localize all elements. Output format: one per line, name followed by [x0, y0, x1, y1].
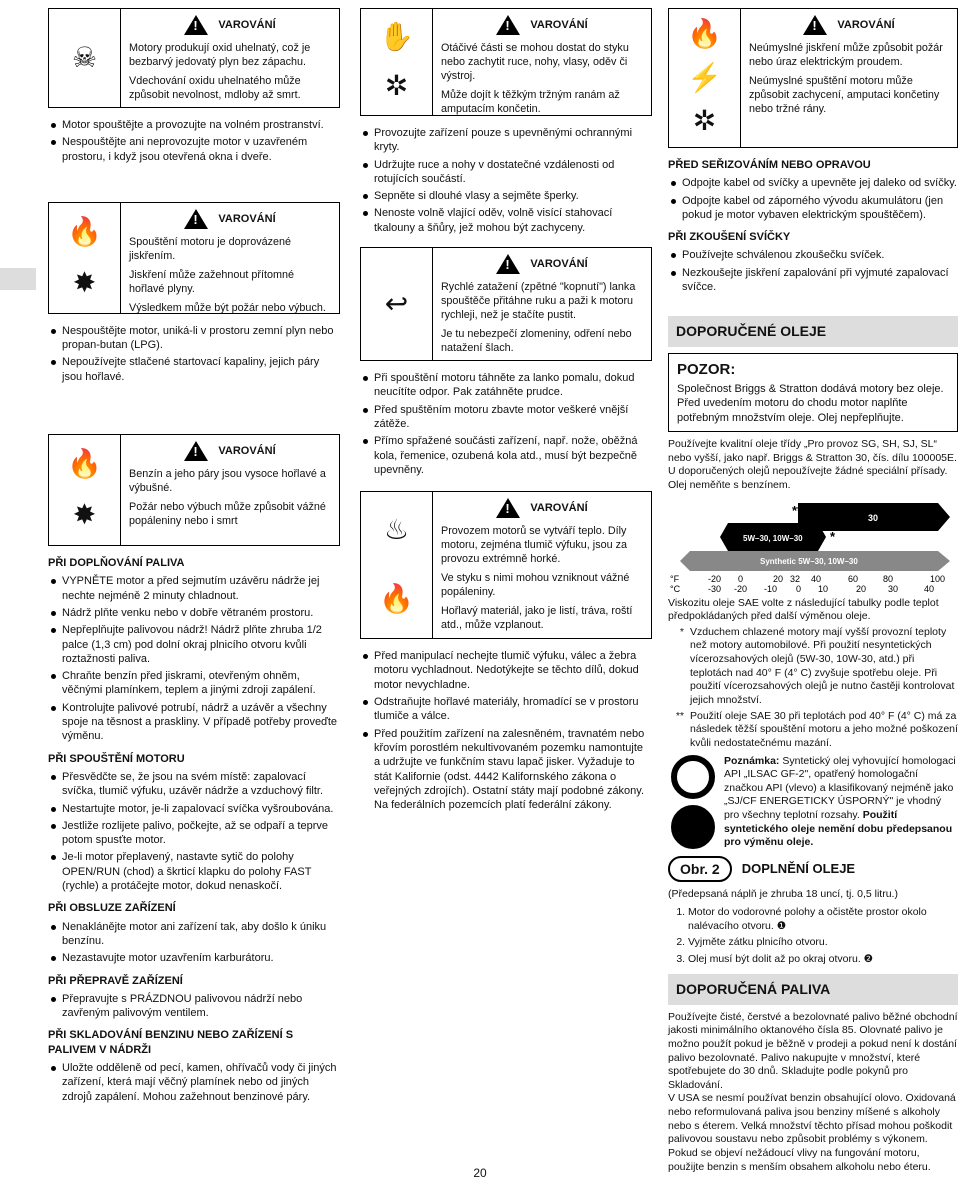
- warning-text: Neúmyslné spuštění motoru může způsobit zachycení, amputaci končetiny nebo tržné rány.: [749, 75, 940, 116]
- note-single-star: * Vzduchem chlazené motory mají vyšší provozní teploty než motory automobilové. Při použití nesyntetických vícerozsahových olejů (5W-30, 10W-30, atd.) při teplotách nad 40° F (4° C) zvyšuje spotřebu oleje. Při použití vícerozsahových olejů je nutno častěji kontrolovat jejich množství.: [679, 625, 955, 706]
- c-tick-labels: [708, 584, 934, 593]
- list-item: Odstraňujte hořlavé materiály, hromadící se v prostoru tlumiče a válce.: [360, 695, 652, 724]
- f-tick-label: 60: [848, 573, 859, 584]
- bullet-list: [48, 920, 340, 966]
- warning-triangle-icon: [496, 254, 520, 274]
- list-item: Nepoužívejte stlačené startovací kapaliny, jejich páry jsou hořlavé.: [48, 355, 340, 384]
- warning-text: Benzín a jeho páry jsou vysoce hořlavé a výbušné.: [129, 468, 326, 495]
- page-number: 20: [473, 1166, 487, 1180]
- f-tick-label: 0: [738, 573, 744, 584]
- c-tick-label: 40: [924, 583, 935, 593]
- list-item: Přímo spřažené součásti zařízení, např. nože, oběžná kola, řemenice, ozubená kola atd., musí být bezpečně upevněny.: [360, 434, 652, 477]
- fuel-text: Používejte čisté, čerstvé a bezolovnaté palivo běžné obchodní jakosti minimálního oktanového čísla 85. Olovnaté palivo je možno použít pokud je běžně v prodeji a pokud není k dostání palivo bezolovnaté. Palivo nakupujte v množství, které spotřebujete do 30 dnů. Skladujte podle pokynů pro Skladování.: [668, 1010, 958, 1091]
- caution-box: [668, 353, 958, 432]
- warning-text: Požár nebo výbuch může způsobit vážné popáleniny nebo i smrt: [129, 501, 326, 528]
- list-item: Nespouštějte motor, uniká-li v prostoru zemní plyn nebo propan-butan (LPG).: [48, 324, 340, 353]
- column-1: [48, 8, 340, 1112]
- c-tick-label: 30: [888, 583, 899, 593]
- list-item: Odpojte kabel od svíčky a upevněte jej daleko od svíčky.: [668, 176, 958, 190]
- api-service-symbol: [668, 755, 718, 850]
- section-heading: PŘI ZKOUŠENÍ SVÍČKY: [668, 231, 791, 244]
- column-3: [668, 8, 958, 1174]
- shock-icon: ⚡: [687, 61, 722, 93]
- list-item: Sepněte si dlouhé vlasy a sejměte šperky.: [360, 189, 652, 203]
- f-unit-label: °F: [670, 573, 680, 584]
- warning-box-co: [48, 8, 340, 108]
- refill-intro: (Předepsaná náplň je zhruba 18 uncí, tj. 0,5 litru.): [668, 888, 898, 901]
- warning-box-spark: 🔥 ✸ ! VAROVÁNÍ Spouštění motoru je doprovázené jiskřením. Jiskření může zažehnout přítomné hořlavé plyny. Výsledkem může být požár nebo výbuch.: [48, 202, 340, 314]
- warning-icons: [49, 9, 121, 107]
- warning-text: Je tu nebezpečí zlomeniny, odření nebo natažení šlach.: [441, 328, 632, 355]
- list-item: Přepravujte s PRÁZDNOU palivovou nádrží nebo zavřeným palivovým ventilem.: [48, 992, 340, 1021]
- warning-box-kickback: ↩ ! VAROVÁNÍ Rychlé zatažení (zpětné "kopnutí") lanka spouštěče přitáhne ruku a paži k motoru rychleji, než je stačíte pustit. Je tu nebezpečí zlomeniny, odření nebo natažení šlach.: [360, 247, 652, 361]
- bullet-list: [360, 649, 652, 812]
- list-item: Odpojte kabel od záporného vývodu akumulátoru (jen pokud je motor vybaven elektrickým spouštěčem).: [668, 194, 958, 223]
- list-item: Uložte odděleně od pecí, kamen, ohřívačů vody či jiných zařízení, která mají věčný plamínek nebo od jiných zdrojů zapálení. Mohou zažehnout benzinové páry.: [48, 1061, 340, 1104]
- list-item: Před spuštěním motoru zbavte motor veškeré vnější zátěže.: [360, 403, 652, 432]
- warning-text: Ve styku s nimi mohou vzniknout vážné popáleniny.: [441, 572, 630, 599]
- list-item: Nenoste volně vlající oděv, volně visící stahovací tkalouny a šňůry, jež mohou být zachyceny.: [360, 206, 652, 235]
- f-tick-label: 40: [811, 573, 822, 584]
- fire-icon: 🔥: [687, 18, 722, 50]
- rotating-parts-icon: ✲: [692, 105, 717, 137]
- figure-badge: Obr. 2: [668, 856, 732, 882]
- column-2: [360, 8, 652, 820]
- section-heading: PŘI OBSLUZE ZAŘÍZENÍ: [48, 902, 176, 915]
- section-heading: PŘED SEŘIZOVÁNÍM NEBO OPRAVOU: [668, 159, 871, 171]
- list-item: Jestliže rozlijete palivo, počkejte, až se odpaří a teprve potom spusťte motor.: [48, 819, 340, 848]
- list-item: Nezastavujte motor uzavřením karburátoru.: [48, 951, 340, 965]
- c-unit-label: °C: [670, 583, 681, 593]
- warning-box-fuel: 🔥 ✸ ! VAROVÁNÍ Benzín a jeho páry jsou vysoce hořlavé a výbušné. Požár nebo výbuch může způsobit vážné popáleniny nebo i smrt: [48, 434, 340, 546]
- f-tick-label: -20: [708, 573, 722, 584]
- bar-sae30-label: 30: [868, 512, 879, 523]
- warning-text: Neúmyslné jiskření může způsobit požár nebo úraz elektrickým proudem.: [749, 42, 943, 69]
- section-heading: PŘI DOPLŇOVÁNÍ PALIVA: [48, 557, 185, 570]
- list-item: Nepřeplňujte palivovou nádrž! Nádrž plňte zhruba 1/2 palce (1,3 cm) pod dolní okraj plnicího otvoru kvůli roztažnosti paliva.: [48, 623, 340, 666]
- warning-header: ! VAROVÁNÍ: [129, 15, 331, 35]
- list-item: Při spouštění motoru táhněte za lanko pomalu, dokud neucítíte odpor. Pak zatáhněte prudce.: [360, 371, 652, 400]
- section-heading: DOPLNĚNÍ OLEJE: [741, 860, 856, 876]
- list-item: Chraňte benzín před jiskrami, otevřeným ohněm, věčnými plamínkem, teplem a jinými zdroji zapálení.: [48, 669, 340, 698]
- list-item: Kontrolujte palivové potrubí, nádrž a uzávěr a všechny spoje na těsnost a praskliny. V případě potřeby proveďte výměnu.: [48, 701, 340, 744]
- warning-triangle-icon: [496, 498, 520, 518]
- warning-triangle-icon: [184, 209, 208, 229]
- list-item: 2. Vyjměte zátku plnicího otvoru.: [688, 936, 958, 950]
- list-item: Používejte schválenou zkoušečku svíček.: [668, 248, 958, 262]
- list-item: Nádrž plňte venku nebo v dobře větraném prostoru.: [48, 606, 340, 620]
- list-item: Motor spouštějte a provozujte na volném prostranství.: [48, 118, 340, 132]
- f-tick-labels: [708, 574, 945, 584]
- list-item: Nenaklánějte motor ani zařízení tak, aby došlo k úniku benzínu.: [48, 920, 340, 949]
- caution-title: POZOR:: [677, 360, 736, 378]
- warning-text: Jiskření může zažehnout přítomné hořlavé plyny.: [129, 268, 295, 295]
- list-item: Nezkoušejte jiskření zapalování při vyjmuté zapalovací svíčce.: [668, 266, 958, 295]
- warning-text: Vdechování oxidu uhelnatého může způsobit nevolnost, mdloby až smrt.: [129, 75, 301, 102]
- bullet-list: [48, 324, 340, 384]
- caution-text: Společnost Briggs & Stratton dodává motory bez oleje. Před uvedením motoru do chodu motor naplňte potřebným množstvím oleje. Olej nepřeplňujte.: [677, 383, 944, 424]
- c-tick-label: 10: [818, 583, 829, 593]
- fire-icon: 🔥: [67, 448, 102, 480]
- warning-triangle-icon: [803, 15, 827, 35]
- viscosity-chart-svg: [668, 497, 954, 593]
- list-item: Přesvědčte se, že jsou na svém místě: zapalovací svíčka, tlumič výfuku, uzávěr nádrže a vzduchový filtr.: [48, 770, 340, 799]
- warning-box-rotating: ✋ ✲ ! VAROVÁNÍ Otáčivé části se mohou dostat do styku nebo zachytit ruce, nohy, vlasy, oděv či výstroj. Může dojít k těžkým tržným ranám až amputacím končetin.: [360, 8, 652, 116]
- list-item: 3. Olej musí být dolit až po okraj otvoru. ❷: [688, 953, 958, 967]
- api-donut-logo: [671, 755, 715, 799]
- bullet-list: [668, 248, 958, 294]
- warning-text: Motory produkují oxid uhelnatý, což je bezbarvý jedovatý plyn bez zápachu.: [129, 42, 311, 69]
- bullet-list: [360, 371, 652, 477]
- fuel-text: V USA se nesmí používat benzin obsahující olovo. Oxidovaná nebo reformulovaná paliva jsou benziny míšené s alkoholy nebo s éterem. Velká množství těchto přísad mohou poškodit palivovou soustavu nebo způsobit problémy s výkonem. Pokud se objeví nežádoucí vlivy na fungování motoru, použijte benzin s menším obsahem alkoholu nebo éteru.: [668, 1092, 956, 1173]
- section-heading-grey: DOPORUČENÁ PALIVA: [668, 974, 958, 1004]
- kickback-icon: ↩: [384, 287, 409, 319]
- section-heading: PŘI PŘEPRAVĚ ZAŘÍZENÍ: [48, 974, 183, 987]
- api-starburst-logo: [671, 805, 715, 849]
- bullet-list: [668, 176, 958, 222]
- warning-triangle-icon: [184, 441, 208, 461]
- bullet-list: [360, 126, 652, 235]
- refill-header: [668, 856, 958, 882]
- list-item: Nespouštějte ani neprovozujte motor v uzavřeném prostoru, i když jsou otevřená okna i dveře.: [48, 135, 340, 164]
- rotating-parts-icon: ✲: [384, 70, 409, 102]
- hand-entanglement-icon: ✋: [379, 21, 414, 53]
- bullet-list: [48, 1061, 340, 1104]
- c-tick-label: 0: [796, 583, 802, 593]
- bullet-list: [48, 118, 340, 164]
- bullet-list: [48, 992, 340, 1021]
- c-tick-label: 20: [856, 583, 867, 593]
- refill-steps: [688, 906, 958, 967]
- warning-text: Rychlé zatažení (zpětné "kopnutí") lanka spouštěče přitáhne ruku a paži k motoru rychleji, než je stačíte pustit.: [441, 281, 636, 322]
- oil-text: Používejte kvalitní oleje třídy „Pro provoz SG, SH, SJ, SL“ nebo vyšší, jako např. Briggs & Stratton 30, čís. dílu 100005E. U doporučených olejů nepoužívejte žádné speciální přísady. Olej neměňte s benzínem.: [668, 437, 957, 491]
- list-item: VYPNĚTE motor a před sejmutím uzávěru nádrže jej nechte nejméně 2 minuty chladnout.: [48, 574, 340, 603]
- viscosity-text: Viskozitu oleje SAE volte z následující tabulky podle teplot předpokládaných před další výměnou oleje.: [668, 596, 939, 623]
- warning-triangle-icon: [496, 15, 520, 35]
- list-item: Před použitím zařízení na zalesněném, travnatém nebo křovím porostlém nekultivovaném pozemku namontujte a udržujte ve funkčním stavu lapač jisker. Vyžaduje to stát Kalifornie (odst. 4442 Kalifornského zákona o veřejných zdrojích). Ostatní státy mají podobné zákony. Na federálních pozemcích platí federální zákony.: [360, 727, 652, 813]
- f-tick-label: 32: [790, 573, 801, 584]
- c-tick-label: -20: [734, 583, 748, 593]
- list-item: Nestartujte motor, je-li zapalovací svíčka vyšroubována.: [48, 802, 340, 816]
- list-item: Před manipulací nechejte tlumič výfuku, válec a žebra motoru vychladnout. Nedotýkejte se těchto dílů, dokud motor nevychladne.: [360, 649, 652, 692]
- warning-text: Spouštění motoru je doprovázené jiskřením.: [129, 235, 292, 262]
- warning-box-electric: 🔥 ⚡ ✲ ! VAROVÁNÍ Neúmyslné jiskření může způsobit požár nebo úraz elektrickým proudem. Neúmyslné spuštění motoru může způsobit zachycení, amputaci končetiny nebo tržné rány.: [668, 8, 958, 148]
- c-tick-label: -30: [708, 583, 722, 593]
- bullet-list: [48, 770, 340, 893]
- section-heading: PŘI SKLADOVÁNÍ BENZINU NEBO ZAŘÍZENÍ S PALIVEM V NÁDRŽI: [48, 1029, 294, 1056]
- list-item: Udržujte ruce a nohy v dostatečné vzdálenosti od rotujících součástí.: [360, 158, 652, 187]
- star1-label: *: [830, 528, 836, 544]
- star2-label: **: [792, 502, 803, 518]
- poison-gas-icon: ☠: [71, 41, 98, 73]
- section-heading: PŘI SPOUŠTĚNÍ MOTORU: [48, 752, 185, 765]
- warning-text: Otáčivé části se mohou dostat do styku nebo zachytit ruce, nohy, vlasy, oděv či výstroj.: [441, 42, 629, 83]
- hot-surface-icon: ♨: [383, 514, 410, 546]
- warning-box-heat: ♨ 🔥 ! VAROVÁNÍ Provozem motorů se vytváří teplo. Díly motoru, zejména tlumič výfuku, jsou za provozu extrémně horké. Ve styku s nimi mohou vzniknout vážné popáleniny. Hořlavý materiál, jako je listí, tráva, roští atd., může vzplanout.: [360, 491, 652, 639]
- warning-text: Provozem motorů se vytváří teplo. Díly motoru, zejména tlumič výfuku, jsou za provozu extrémně horké.: [441, 525, 628, 566]
- explosion-icon: ✸: [72, 267, 97, 299]
- list-item: Je-li motor přeplavený, nastavte sytič do polohy OPEN/RUN (chod) a škrticí klapku do polohy FAST (rychle) a protáčejte motor, dokud nenaskočí.: [48, 850, 340, 893]
- f-tick-label: 80: [883, 573, 894, 584]
- list-item: 1. Motor do vodorovné polohy a očistěte prostor okolo nalévacího otvoru. ❶: [688, 906, 958, 933]
- fire-icon: 🔥: [67, 216, 102, 248]
- warning-triangle-icon: [184, 15, 208, 35]
- fire-icon: 🔥: [379, 583, 414, 615]
- synthetic-oil-note: Poznámka: Syntetický olej vyhovující homologaci API „ILSAC GF-2", opatřený homologační značkou API (vlevo) a klasifikovaný nejméně jako „SJ/CF ENERGETICKY ÚSPORNÝ" je vhodný pro všechny teplotní rozsahy. Použití syntetického oleje nemění dobu předepsanou pro výměnu oleje.: [668, 755, 958, 850]
- warning-text: Může dojít k těžkým tržným ranám až amputacím končetin.: [441, 89, 620, 116]
- f-tick-label: 100: [930, 573, 946, 584]
- f-tick-label: 20: [773, 573, 784, 584]
- list-item: Provozujte zařízení pouze s upevněnými ochrannými kryty.: [360, 126, 652, 155]
- bar-5w30-label: 5W–30, 10W–30: [743, 533, 803, 543]
- c-tick-label: -10: [764, 583, 778, 593]
- bar-synthetic-label: Synthetic 5W–30, 10W–30: [760, 556, 858, 566]
- section-heading-grey: DOPORUČENÉ OLEJE: [668, 316, 958, 346]
- bullet-list: [48, 574, 340, 743]
- warning-text: Hořlavý materiál, jako je listí, tráva, roští atd., může vzplanout.: [441, 605, 633, 632]
- viscosity-chart: [668, 497, 958, 593]
- section-tab: [0, 268, 36, 290]
- warning-text: Výsledkem může být požár nebo výbuch.: [129, 302, 326, 315]
- explosion-icon: ✸: [72, 499, 97, 531]
- note-double-star: ** Použití oleje SAE 30 při teplotách pod 40° F (4° C) má za následek těžší spouštění motoru a jeho možné poškození kvůli nedostatečnému mazání.: [675, 709, 958, 749]
